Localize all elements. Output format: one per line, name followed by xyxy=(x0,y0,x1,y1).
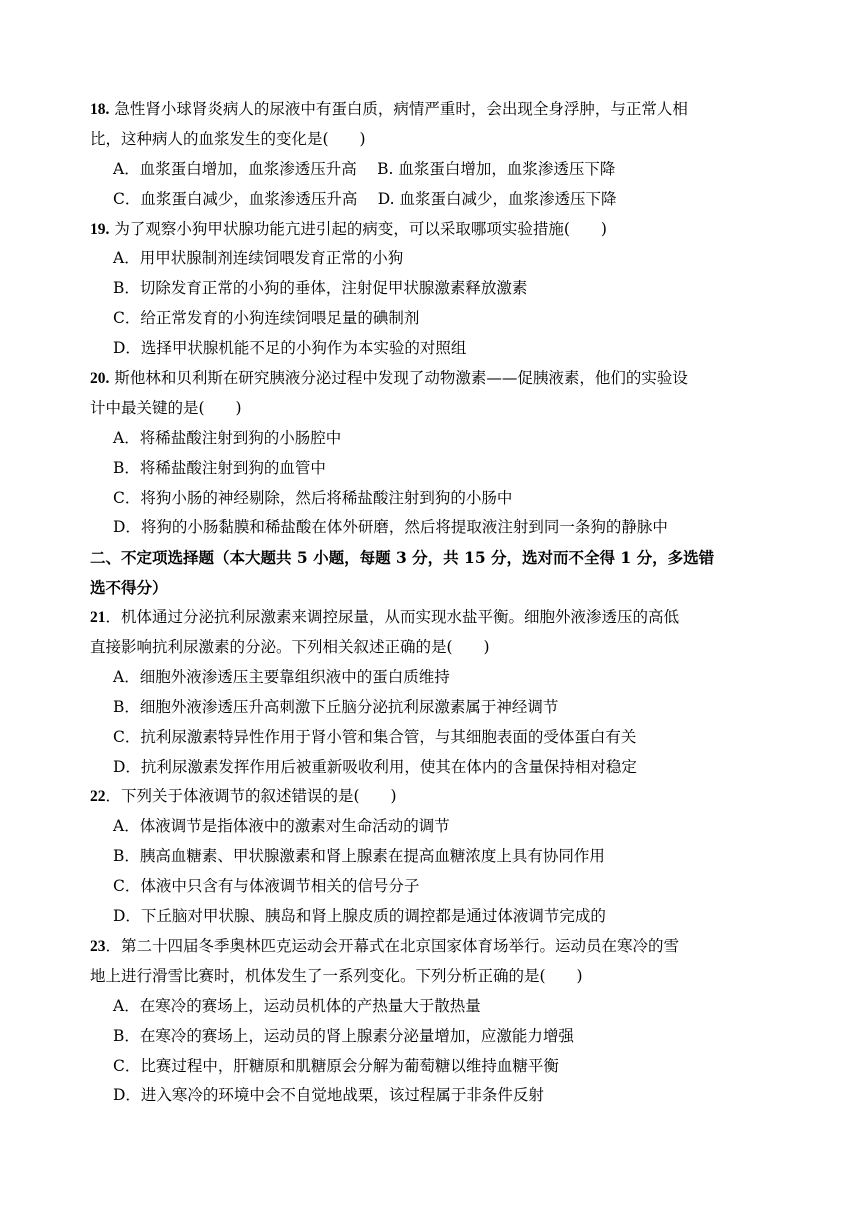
option-a: A．将稀盐酸注射到狗的小肠腔中 xyxy=(113,428,342,447)
option-b: B．细胞外液渗透压升高刺激下丘脑分泌抗利尿激素属于神经调节 xyxy=(113,697,559,716)
question-stem-line xyxy=(90,125,780,155)
option-d: D．进入寒冷的环境中会不自觉地战栗，该过程属于非条件反射 xyxy=(113,1086,544,1105)
section-heading-line: 二、不定项选择题（本大题共 5 小题，每题 3 分，共 15 分，选对而不全得 1 分，多选错 xyxy=(90,548,715,568)
question-stem-line xyxy=(90,364,780,394)
option-d: D．将狗的小肠黏膜和稀盐酸在体外研磨，然后将提取液注射到同一条狗的静脉中 xyxy=(113,518,668,537)
option-c: C．体液中只含有与体液调节相关的信号分子 xyxy=(113,877,420,896)
option-row: C．血浆蛋白减少，血浆渗透压升高 D. 血浆蛋白减少，血浆渗透压下降 xyxy=(113,189,617,208)
question-stem-line xyxy=(90,394,780,424)
question-23 xyxy=(90,932,780,1111)
option-b: B．切除发育正常的小狗的垂体，注射促甲状腺激素释放激素 xyxy=(113,279,528,298)
question-stem-line xyxy=(90,633,780,663)
exam-page xyxy=(90,95,780,1111)
question-number: 23 xyxy=(90,937,106,955)
option-d: D．下丘脑对甲状腺、胰岛和肾上腺皮质的调控都是通过体液调节完成的 xyxy=(113,907,606,926)
option-c: C．抗利尿激素特异性作用于肾小管和集合管，与其细胞表面的受体蛋白有关 xyxy=(113,727,637,746)
option-a: A．在寒冷的赛场上，运动员机体的产热量大于散热量 xyxy=(113,996,481,1015)
option-b: B．胰高血糖素、甲状腺激素和肾上腺素在提高血糖浓度上具有协同作用 xyxy=(113,847,605,866)
question-text: 急性肾小球肾炎病人的尿液中有蛋白质，病情严重时，会出现全身浮肿，与正常人相 xyxy=(114,100,688,118)
question-text: 地上进行滑雪比赛时，机体发生了一系列变化。下列分析正确的是( ) xyxy=(90,966,583,985)
question-text: ．下列关于体液调节的叙述错误的是( ) xyxy=(105,787,397,806)
question-text: 计中最关键的是( ) xyxy=(90,398,242,417)
question-text: ．第二十四届冬季奥林匹克运动会开幕式在北京国家体育场举行。运动员在寒冷的雪 xyxy=(105,936,680,955)
option-d: D．抗利尿激素发挥作用后被重新吸收利用，使其在体内的含量保持相对稳定 xyxy=(113,757,637,776)
question-number: 19. xyxy=(90,220,110,238)
question-stem-line xyxy=(90,962,780,992)
option-row: A．血浆蛋白增加，血浆渗透压升高 B. 血浆蛋白增加，血浆渗透压下降 xyxy=(113,159,616,178)
question-text: ．机体通过分泌抗利尿激素来调控尿量，从而实现水盐平衡。细胞外液渗透压的高低 xyxy=(105,608,680,627)
option-b: B．将稀盐酸注射到狗的血管中 xyxy=(113,458,326,477)
option-d: D．选择甲状腺机能不足的小狗作为本实验的对照组 xyxy=(113,339,467,358)
option-a: A．体液调节是指体液中的激素对生命活动的调节 xyxy=(113,817,450,836)
question-19 xyxy=(90,215,780,364)
option-c: C．将狗小肠的神经剔除，然后将稀盐酸注射到狗的小肠中 xyxy=(113,488,513,507)
question-stem-line xyxy=(90,932,780,962)
question-number: 21 xyxy=(90,609,106,627)
question-21 xyxy=(90,603,780,782)
option-a: A．用甲状腺制剂连续饲喂发育正常的小狗 xyxy=(113,249,404,268)
option-c: C．比赛过程中，肝糖原和肌糖原会分解为葡萄糖以维持血糖平衡 xyxy=(113,1056,559,1075)
section-heading xyxy=(90,543,780,603)
question-text: 斯他林和贝利斯在研究胰液分泌过程中发现了动物激素——促胰液素，他们的实验设 xyxy=(114,369,688,388)
question-22 xyxy=(90,782,780,931)
option-a: A．细胞外液渗透压主要靠组织液中的蛋白质维持 xyxy=(113,667,450,686)
question-stem-line xyxy=(90,782,780,812)
question-stem-line xyxy=(90,603,780,633)
question-number: 22 xyxy=(90,788,106,806)
question-text: 为了观察小狗甲状腺功能亢进引起的病变，可以采取哪项实验措施( ) xyxy=(114,219,607,238)
question-text: 直接影响抗利尿激素的分泌。下列相关叙述正确的是( ) xyxy=(90,638,490,657)
question-stem-line xyxy=(90,95,780,125)
option-b: B．在寒冷的赛场上，运动员的肾上腺素分泌量增加，应激能力增强 xyxy=(113,1026,574,1045)
question-number: 20. xyxy=(90,370,110,388)
option-c: C．给正常发育的小狗连续饲喂足量的碘制剂 xyxy=(113,309,420,328)
question-number: 18. xyxy=(90,101,110,118)
question-20 xyxy=(90,364,780,543)
question-18 xyxy=(90,95,780,215)
question-stem-line xyxy=(90,215,780,245)
section-heading-line: 选不得分） xyxy=(90,578,168,598)
question-text: 比，这种病人的血浆发生的变化是( ) xyxy=(90,129,366,148)
